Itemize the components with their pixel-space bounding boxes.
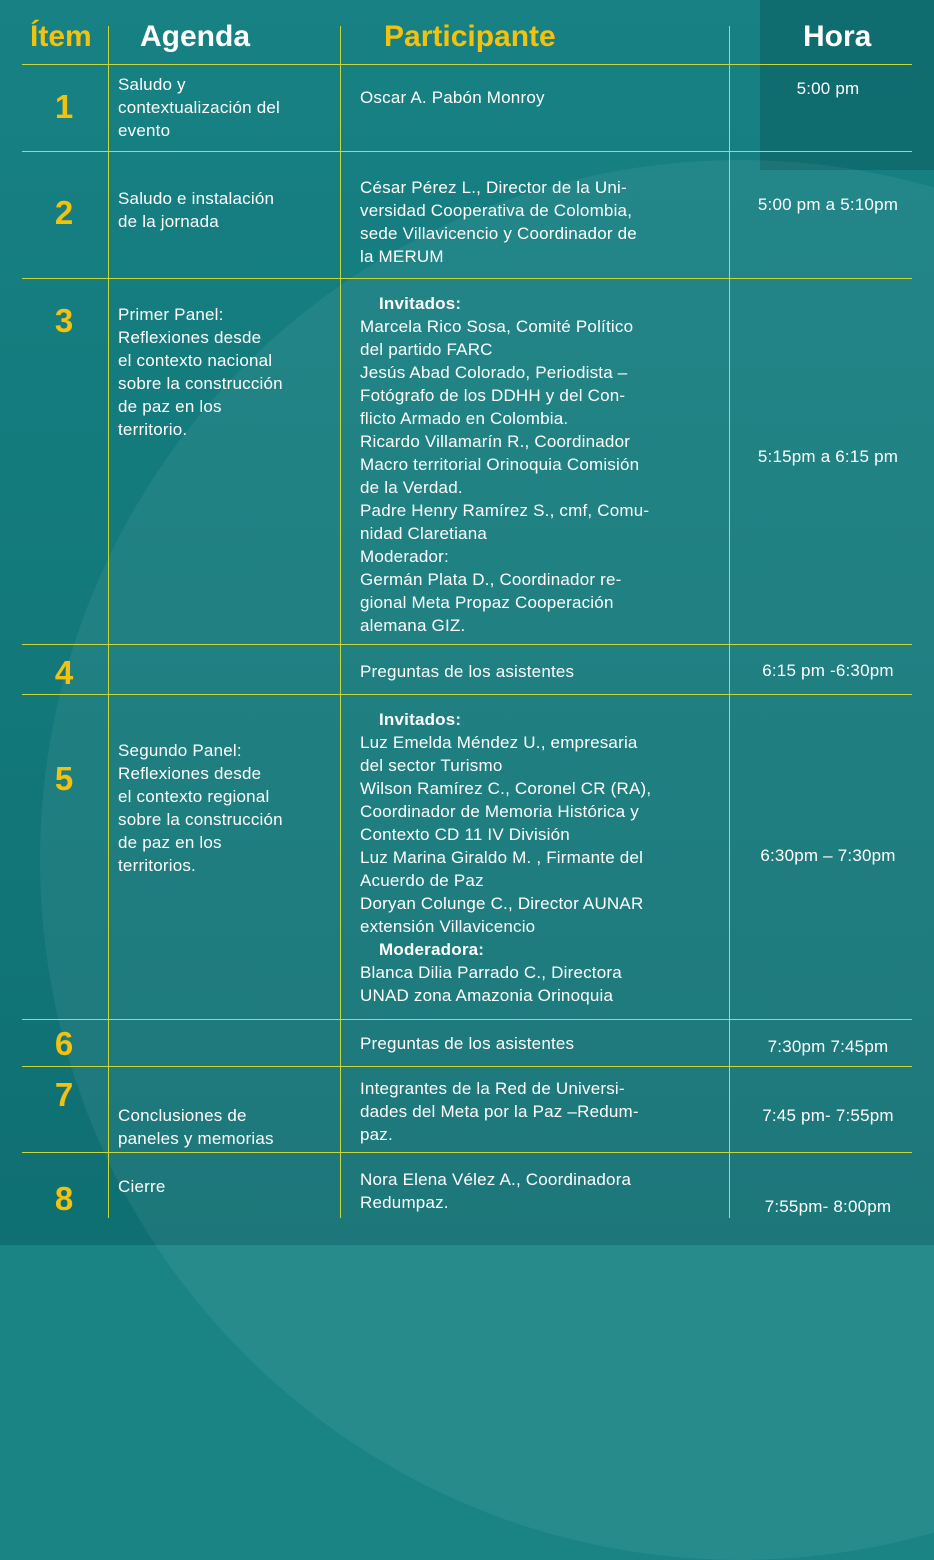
participant-line: Fotógrafo de los DDHH y del Con- <box>360 386 626 405</box>
participant-text <box>360 1032 708 1055</box>
agenda-text <box>118 1104 333 1150</box>
participant-line: Preguntas de los asistentes <box>360 1034 575 1053</box>
participant-line: Redumpaz. <box>360 1193 449 1212</box>
row-divider <box>22 64 912 65</box>
participant-line: Contexto CD 11 IV División <box>360 825 570 844</box>
agenda-line: Saludo e instalación <box>118 189 275 208</box>
participant-line: sede Villavicencio y Coordinador de <box>360 224 637 243</box>
participant-line: del partido FARC <box>360 340 493 359</box>
participant-text <box>360 292 708 637</box>
agenda-line: Segundo Panel: <box>118 741 242 760</box>
column-divider <box>340 26 341 1218</box>
participant-line: Oscar A. Pabón Monroy <box>360 88 545 107</box>
participant-line: versidad Cooperativa de Colombia, <box>360 201 633 220</box>
agenda-line: de paz en los <box>118 833 222 852</box>
header-participante: Participante <box>384 20 556 53</box>
participant-line: Wilson Ramírez C., Coronel CR (RA), <box>360 779 652 798</box>
agenda-line: Reflexiones desde <box>118 764 262 783</box>
item-number: 4 <box>54 654 74 691</box>
agenda-line: Conclusiones de <box>118 1106 247 1125</box>
participant-line: Preguntas de los asistentes <box>360 662 575 681</box>
agenda-line: Saludo y <box>118 75 186 94</box>
time-text: 6:15 pm -6:30pm <box>762 661 894 680</box>
participant-line: Acuerdo de Paz <box>360 871 484 890</box>
time-text: 7:55pm- 8:00pm <box>764 1197 892 1216</box>
participant-line: Luz Emelda Méndez U., empresaria <box>360 733 638 752</box>
participant-line: Integrantes de la Red de Universi- <box>360 1079 625 1098</box>
participant-line: Marcela Rico Sosa, Comité Político <box>360 317 634 336</box>
row-divider <box>22 1066 912 1067</box>
agenda-line: sobre la construcción <box>118 374 283 393</box>
participant-heading: Invitados: <box>379 294 462 313</box>
agenda-line: Cierre <box>118 1177 166 1196</box>
participant-text <box>360 176 708 268</box>
time-text: 6:30pm – 7:30pm <box>760 846 896 865</box>
participant-line: la MERUM <box>360 247 444 266</box>
time-text: 5:15pm a 6:15 pm <box>757 447 899 466</box>
item-number: 6 <box>54 1025 74 1062</box>
time-text: 5:00 pm <box>796 79 860 98</box>
row-divider <box>22 644 912 645</box>
agenda-line: Reflexiones desde <box>118 328 262 347</box>
participant-line: Jesús Abad Colorado, Periodista – <box>360 363 628 382</box>
agenda-line: territorios. <box>118 856 196 875</box>
row-divider <box>22 151 912 152</box>
participant-line: nidad Claretiana <box>360 524 488 543</box>
participant-line: gional Meta Propaz Cooperación <box>360 593 614 612</box>
agenda-line: contextualización del <box>118 98 281 117</box>
agenda-line: territorio. <box>118 420 188 439</box>
participant-line: extensión Villavicencio <box>360 917 536 936</box>
item-number: 3 <box>54 302 74 339</box>
time-text: 5:00 pm a 5:10pm <box>757 195 899 214</box>
participant-text <box>360 708 708 1007</box>
agenda-line: de paz en los <box>118 397 222 416</box>
agenda-text <box>118 1175 333 1198</box>
participant-text <box>360 86 708 109</box>
agenda-line: evento <box>118 121 171 140</box>
participant-line: Moderador: <box>360 547 449 566</box>
row-divider <box>22 278 912 279</box>
item-number: 1 <box>54 88 74 125</box>
agenda-text <box>118 739 333 877</box>
agenda-line: el contexto nacional <box>118 351 273 370</box>
participant-line: Ricardo Villamarín R., Coordinador <box>360 432 631 451</box>
participant-line: UNAD zona Amazonia Orinoquia <box>360 986 614 1005</box>
participant-line: Nora Elena Vélez A., Coordinadora <box>360 1170 632 1189</box>
agenda-text <box>118 187 333 233</box>
agenda-text <box>118 73 333 142</box>
item-number: 5 <box>54 760 74 797</box>
time-text: 7:45 pm- 7:55pm <box>762 1106 894 1125</box>
column-divider <box>108 26 109 1218</box>
participant-line: flicto Armado en Colombia. <box>360 409 569 428</box>
agenda-line: Primer Panel: <box>118 305 224 324</box>
participant-line: Coordinador de Memoria Histórica y <box>360 802 639 821</box>
participant-line: Blanca Dilia Parrado C., Directora <box>360 963 622 982</box>
participant-text <box>360 660 708 683</box>
item-number: 2 <box>54 194 74 231</box>
time-text: 7:30pm 7:45pm <box>767 1037 889 1056</box>
agenda-text <box>118 303 333 441</box>
agenda-line: sobre la construcción <box>118 810 283 829</box>
participant-line: Doryan Colunge C., Director AUNAR <box>360 894 644 913</box>
participant-line: César Pérez L., Director de la Uni- <box>360 178 627 197</box>
participant-line: de la Verdad. <box>360 478 463 497</box>
participant-line: alemana GIZ. <box>360 616 466 635</box>
participant-heading: Moderadora: <box>379 940 485 959</box>
participant-text <box>360 1077 708 1146</box>
agenda-line: de la jornada <box>118 212 219 231</box>
item-number: 7 <box>54 1076 74 1113</box>
participant-line: del sector Turismo <box>360 756 503 775</box>
row-divider <box>22 694 912 695</box>
participant-line: Padre Henry Ramírez S., cmf, Comu- <box>360 501 650 520</box>
participant-line: paz. <box>360 1125 393 1144</box>
participant-line: Macro territorial Orinoquia Comisión <box>360 455 640 474</box>
header-hora: Hora <box>803 20 872 53</box>
participant-text <box>360 1168 708 1214</box>
participant-line: Germán Plata D., Coordinador re- <box>360 570 622 589</box>
participant-line: Luz Marina Giraldo M. , Firmante del <box>360 848 644 867</box>
column-divider <box>729 26 730 1218</box>
row-divider <box>22 1152 912 1153</box>
row-divider <box>22 1019 912 1020</box>
participant-heading: Invitados: <box>379 710 462 729</box>
header-agenda: Agenda <box>140 20 251 53</box>
agenda-line: paneles y memorias <box>118 1129 274 1148</box>
header-item: Ítem <box>30 20 92 53</box>
participant-line: dades del Meta por la Paz –Redum- <box>360 1102 639 1121</box>
agenda-line: el contexto regional <box>118 787 270 806</box>
item-number: 8 <box>54 1180 74 1217</box>
